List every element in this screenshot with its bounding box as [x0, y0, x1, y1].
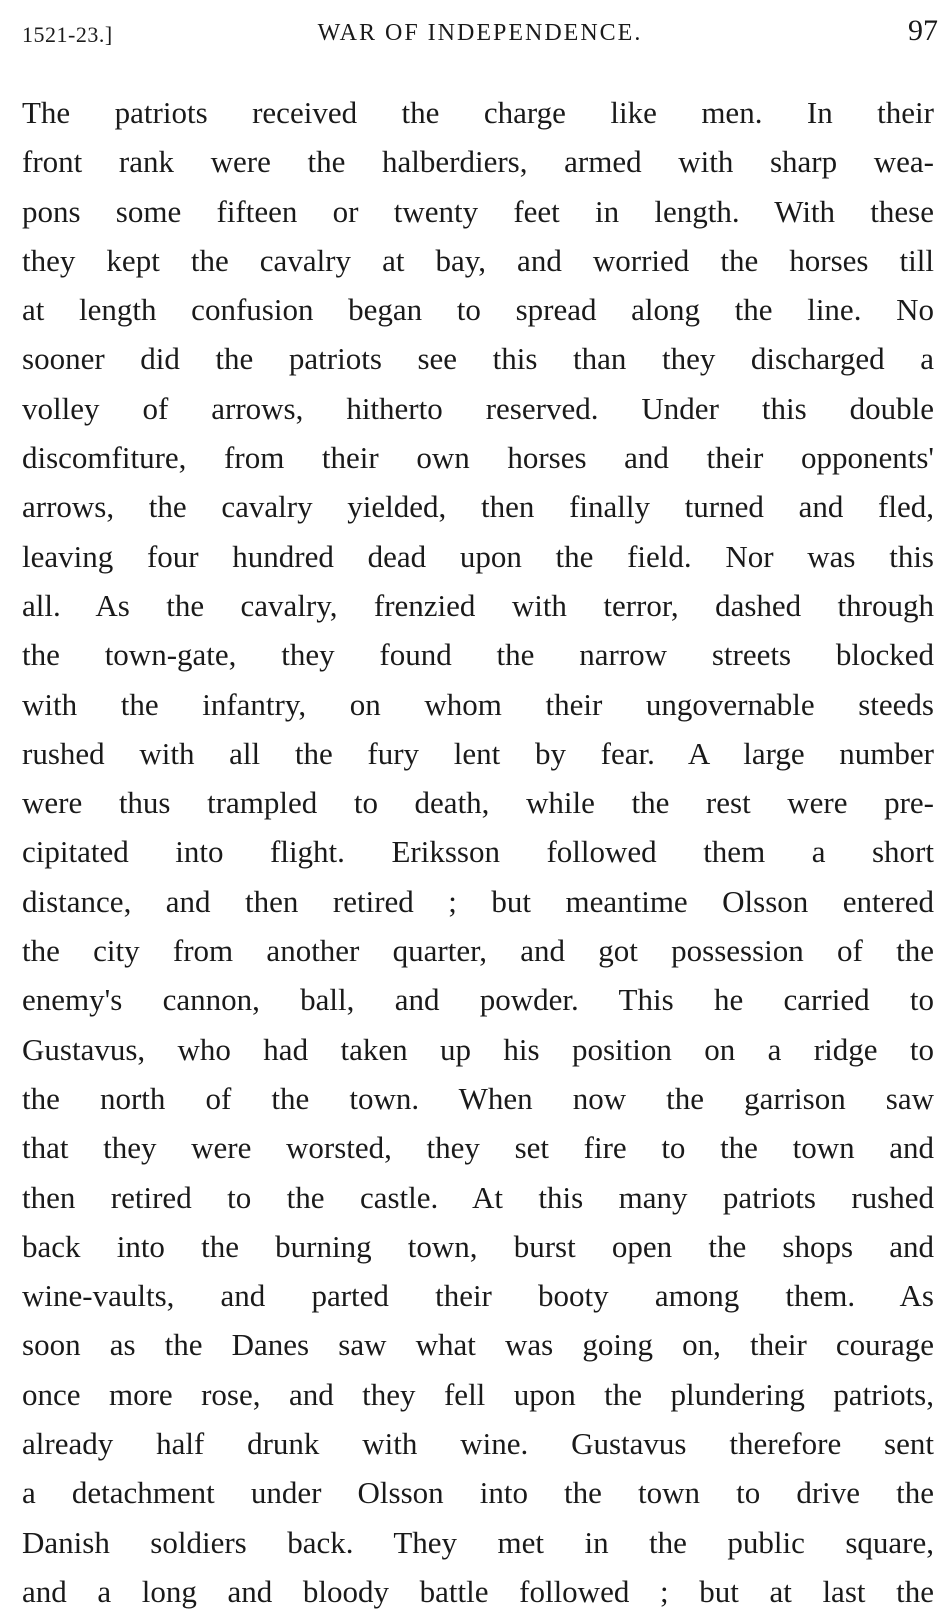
text-line: cipitated into flight. Eriksson followed them a short: [22, 834, 934, 870]
text-line: sooner did the patriots see this than they discharged a: [22, 341, 934, 377]
text-line: the town-gate, they found the narrow streets blocked: [22, 637, 934, 673]
text-line: volley of arrows, hitherto reserved. Under this double: [22, 390, 934, 426]
text-line: front rank were the halberdiers, armed with sharp wea-: [22, 144, 934, 180]
text-line: enemy's cannon, ball, and powder. This he carried to: [22, 982, 934, 1018]
text-line: The patriots received the charge like men. In their: [22, 95, 934, 130]
text-line: the north of the town. When now the garrison saw: [22, 1080, 934, 1116]
text-line: distance, and then retired ; but meantime Olsson entered: [22, 883, 934, 919]
text-line: the city from another quarter, and got possession of the: [22, 933, 934, 969]
text-line: back into the burning town, burst open the shops and: [22, 1228, 934, 1264]
text-line: they kept the cavalry at bay, and worried the horses till: [22, 242, 934, 278]
text-line: and a long and bloody battle followed ; but at last the: [22, 1573, 934, 1609]
text-line: all. As the cavalry, frenzied with terror, dashed through: [22, 587, 934, 623]
text-line: rushed with all the fury lent by fear. A large number: [22, 735, 934, 771]
text-line: a detachment under Olsson into the town to drive the: [22, 1475, 934, 1511]
text-line: with the infantry, on whom their ungovernable steeds: [22, 686, 934, 722]
text-line: wine-vaults, and parted their booty among them. As: [22, 1278, 934, 1314]
text-line: at length confusion began to spread along the line. No: [22, 292, 934, 328]
text-line: arrows, the cavalry yielded, then finally turned and fled,: [22, 489, 934, 525]
text-line: Gustavus, who had taken up his position on a ridge to: [22, 1031, 934, 1067]
text-line: once more rose, and they fell upon the plundering patriots,: [22, 1376, 934, 1412]
header-date-range: 1521-23.]: [22, 22, 113, 47]
text-line: pons some fifteen or twenty feet in length. With these: [22, 193, 934, 229]
text-line: then retired to the castle. At this many patriots rushed: [22, 1179, 934, 1215]
body-paragraph: [22, 88, 934, 1616]
header-running-title: WAR OF INDEPENDENCE.: [317, 20, 643, 46]
text-line: Danish soldiers back. They met in the public square,: [22, 1524, 934, 1560]
text-line: already half drunk with wine. Gustavus therefore sent: [22, 1426, 934, 1462]
text-line: discomfiture, from their own horses and their opponents': [22, 440, 934, 476]
text-line: leaving four hundred dead upon the field. Nor was this: [22, 538, 934, 574]
text-line: soon as the Danes saw what was going on, their courage: [22, 1327, 934, 1363]
running-header: [22, 14, 938, 48]
text-line: were thus trampled to death, while the rest were pre-: [22, 785, 934, 821]
text-line: that they were worsted, they set fire to the town and: [22, 1130, 934, 1166]
page-number: 97: [908, 14, 938, 47]
